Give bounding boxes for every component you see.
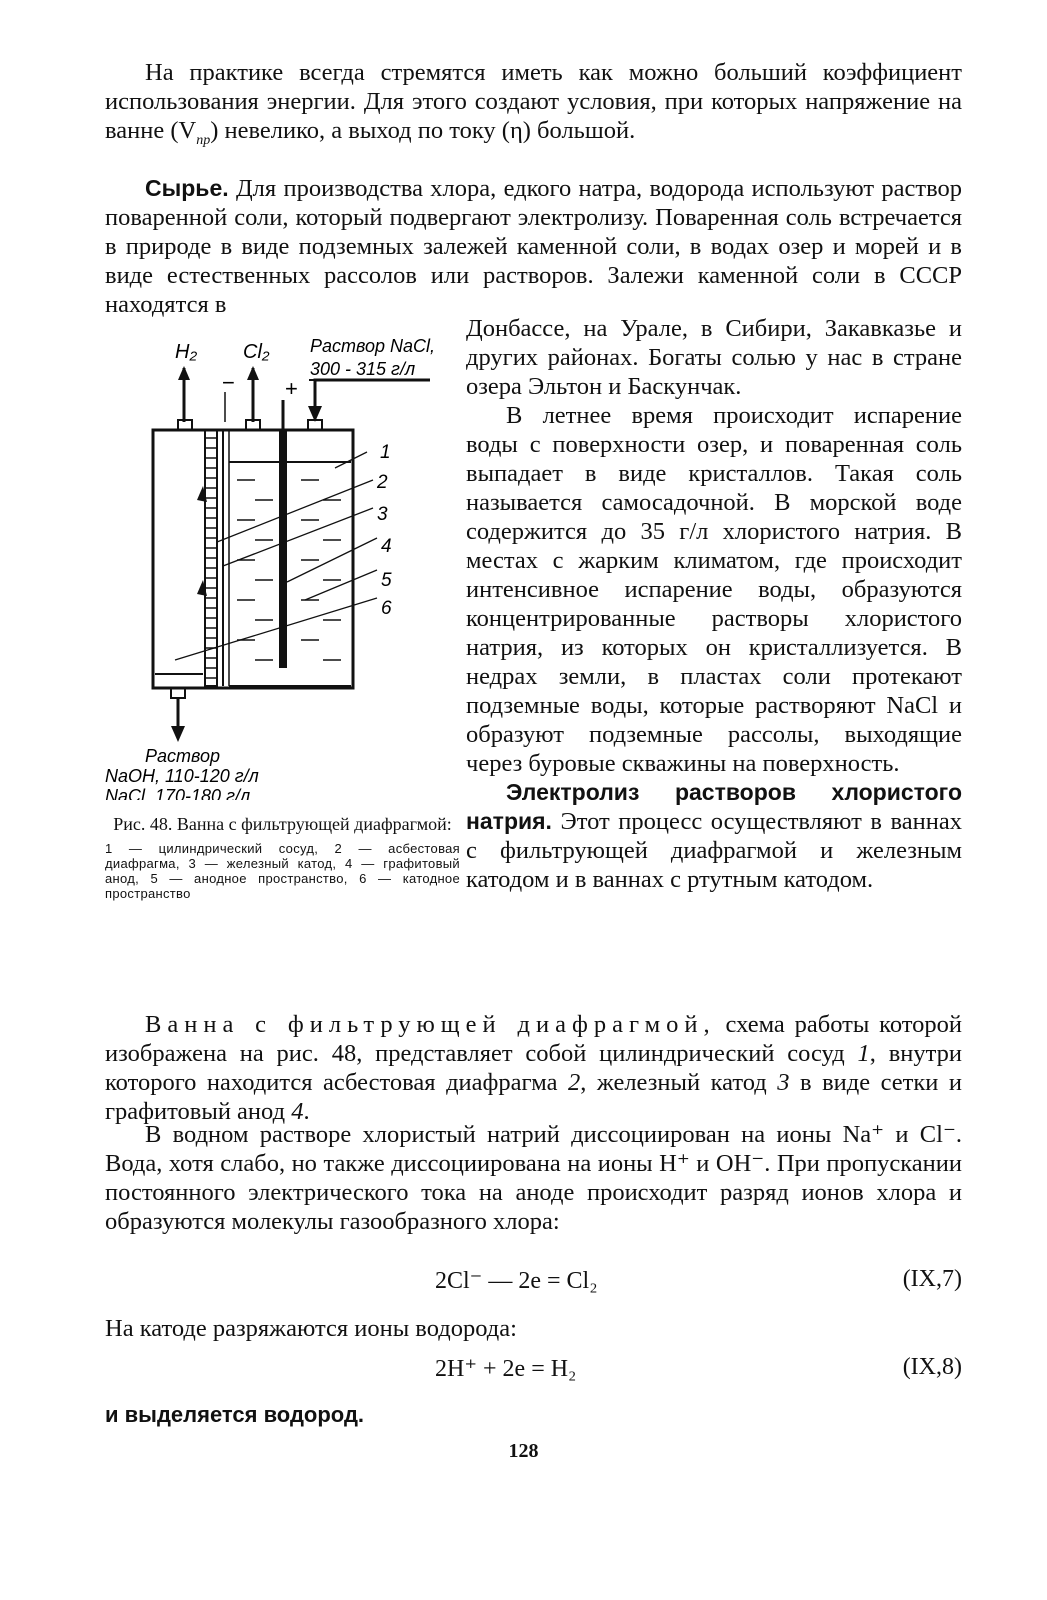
para8-text: и выделяется водород.: [105, 1402, 365, 1427]
number-2: 2: [377, 472, 388, 493]
liquid-dashes: [237, 480, 341, 660]
graphite-anode: [279, 430, 287, 668]
para5-d: в виде сетки и графитовый анод: [105, 1069, 962, 1125]
outlet-arrow-head: [171, 726, 185, 742]
para2-text-b: Донбассе, на Урале, в Сибири, Закавказье и других районах. Богаты солью у нас в стране озера Эльтон и Баскунчак.: [466, 315, 962, 400]
vessel: [153, 430, 353, 688]
para4-text: Этот процесс осуществляют в ваннах с фильтрующей диафрагмой и железным катодом и в ваннах с ртутным катодом.: [466, 808, 962, 893]
para2-text-a: Для производства хлора, едкого натра, водорода используют раствор поваренной соли, который подвергают электролизу. Поваренная соль встречается в природе в виде подземных залежей каменной соли, в водах озер и морей и в виде естественных рассолов или растворов. Залежи каменной соли в СССР находятся в: [105, 175, 962, 318]
paragraph-3: В летнее время происходит испарение воды с поверхности озер, и поваренная соль выпадает в виде кристаллов. Такая соль называется самосадочной. В морской воде содержится до 35 г/л хлористого натрия. В местах с жарким климатом, где происходит интенсивное испарение воды, образуются концентрированные растворы хлористого натрия, из которых он кристаллизуется. В недрах земли, в пластах соли протекают подземные воды, которые растворяют NaCl и образуют подземные рассолы, выходящие через буровые скважины на поверхность.: [466, 402, 962, 777]
diaphragm-hatching: [205, 438, 217, 678]
paragraph-4: [466, 778, 962, 894]
paragraph-8: [105, 1400, 962, 1429]
plus-sign: +: [285, 376, 298, 401]
number-6: 6: [381, 598, 392, 619]
equation-2-number: (IX,8): [902, 1354, 962, 1380]
paragraph-7: [105, 1314, 962, 1343]
outlet-label-3: NaCl, 170-180 г/л: [105, 786, 251, 800]
para5-num-1: 1: [857, 1040, 870, 1067]
paragraph-6: [105, 1120, 962, 1236]
label-h2: H₂: [175, 341, 198, 363]
para5-num-3: 3: [777, 1069, 790, 1096]
page-number: 128: [508, 1440, 539, 1462]
paragraph-5: [105, 1010, 962, 1126]
outlet-label-2: NaOH, 110-120 г/л: [105, 766, 259, 786]
para5-num-2: 2: [567, 1069, 581, 1096]
para1-text: На практике всегда стремятся иметь как можно больший коэффициент использования энергии. Для этого создают условия, при которых напряжение на ванне (V: [105, 59, 962, 144]
figure-48: [105, 330, 460, 901]
equation-2: 2H⁺ + 2e = H₂: [435, 1356, 577, 1382]
number-5: 5: [381, 570, 392, 591]
para5-spaced: Ванна с фильтрующей диафрагмой,: [145, 1011, 716, 1038]
para7-text: На катоде разряжаются ионы водорода:: [105, 1315, 517, 1342]
para5-a: схема работы которой изображена на рис. 48, представляет собой цилиндрический сосуд: [105, 1011, 962, 1067]
para1-subscript: пр: [196, 132, 211, 148]
para5-e: .: [303, 1098, 310, 1125]
h2-arrow-head: [178, 366, 190, 380]
label-inlet-2: 300 - 315 г/л: [310, 359, 416, 379]
number-1: 1: [380, 442, 391, 463]
equation-1-row: [105, 1266, 962, 1300]
right-column: [466, 314, 962, 894]
para2-heading: Сырье.: [145, 175, 229, 201]
electrolysis-bath-diagram: [105, 330, 460, 800]
para4-heading: Электролиз растворов хлористого натрия.: [466, 779, 962, 834]
equation-1: 2Cl⁻ — 2e = Cl₂: [435, 1268, 598, 1294]
label-cl2: Cl₂: [243, 341, 270, 363]
number-4: 4: [381, 536, 392, 557]
figure-caption-title: Рис. 48. Ванна с фильтрующей диафрагмой:: [113, 814, 452, 834]
para1-end: ) невелико, а выход по току (η) большой.: [210, 117, 636, 144]
paragraph-1: [105, 58, 962, 155]
figure-caption-legend: 1 — цилиндрический сосуд, 2 — асбестовая диафрагма, 3 — железный катод, 4 — графитовый анод, 5 — анодное пространство, 6 — катодное пространство: [105, 841, 460, 901]
para5-c: , железный катод: [580, 1069, 778, 1096]
outlet-label-1: Раствор: [145, 746, 221, 766]
minus-sign: −: [222, 370, 235, 395]
cl2-arrow-head: [247, 366, 259, 380]
paragraph-2: [105, 174, 962, 319]
label-inlet-1: Раствор NaCl,: [310, 336, 436, 356]
equation-1-number: (IX,7): [902, 1266, 962, 1292]
para6-text: В водном растворе хлористый натрий диссоциирован на ионы Na⁺ и Cl⁻. Вода, хотя слабо, но также диссоциирована на ионы H⁺ и OH⁻. При пропускании постоянного электрического тока на аноде происходит разряд ионов хлора и образуются молекулы газообразного хлора:: [105, 1121, 962, 1235]
equation-2-row: [105, 1354, 962, 1388]
para5-num-4: 4: [291, 1098, 304, 1125]
number-3: 3: [377, 504, 388, 525]
inlet-pipe: [315, 380, 430, 418]
para5-b: , внутри которого находится асбестовая диафрагма: [105, 1040, 963, 1096]
